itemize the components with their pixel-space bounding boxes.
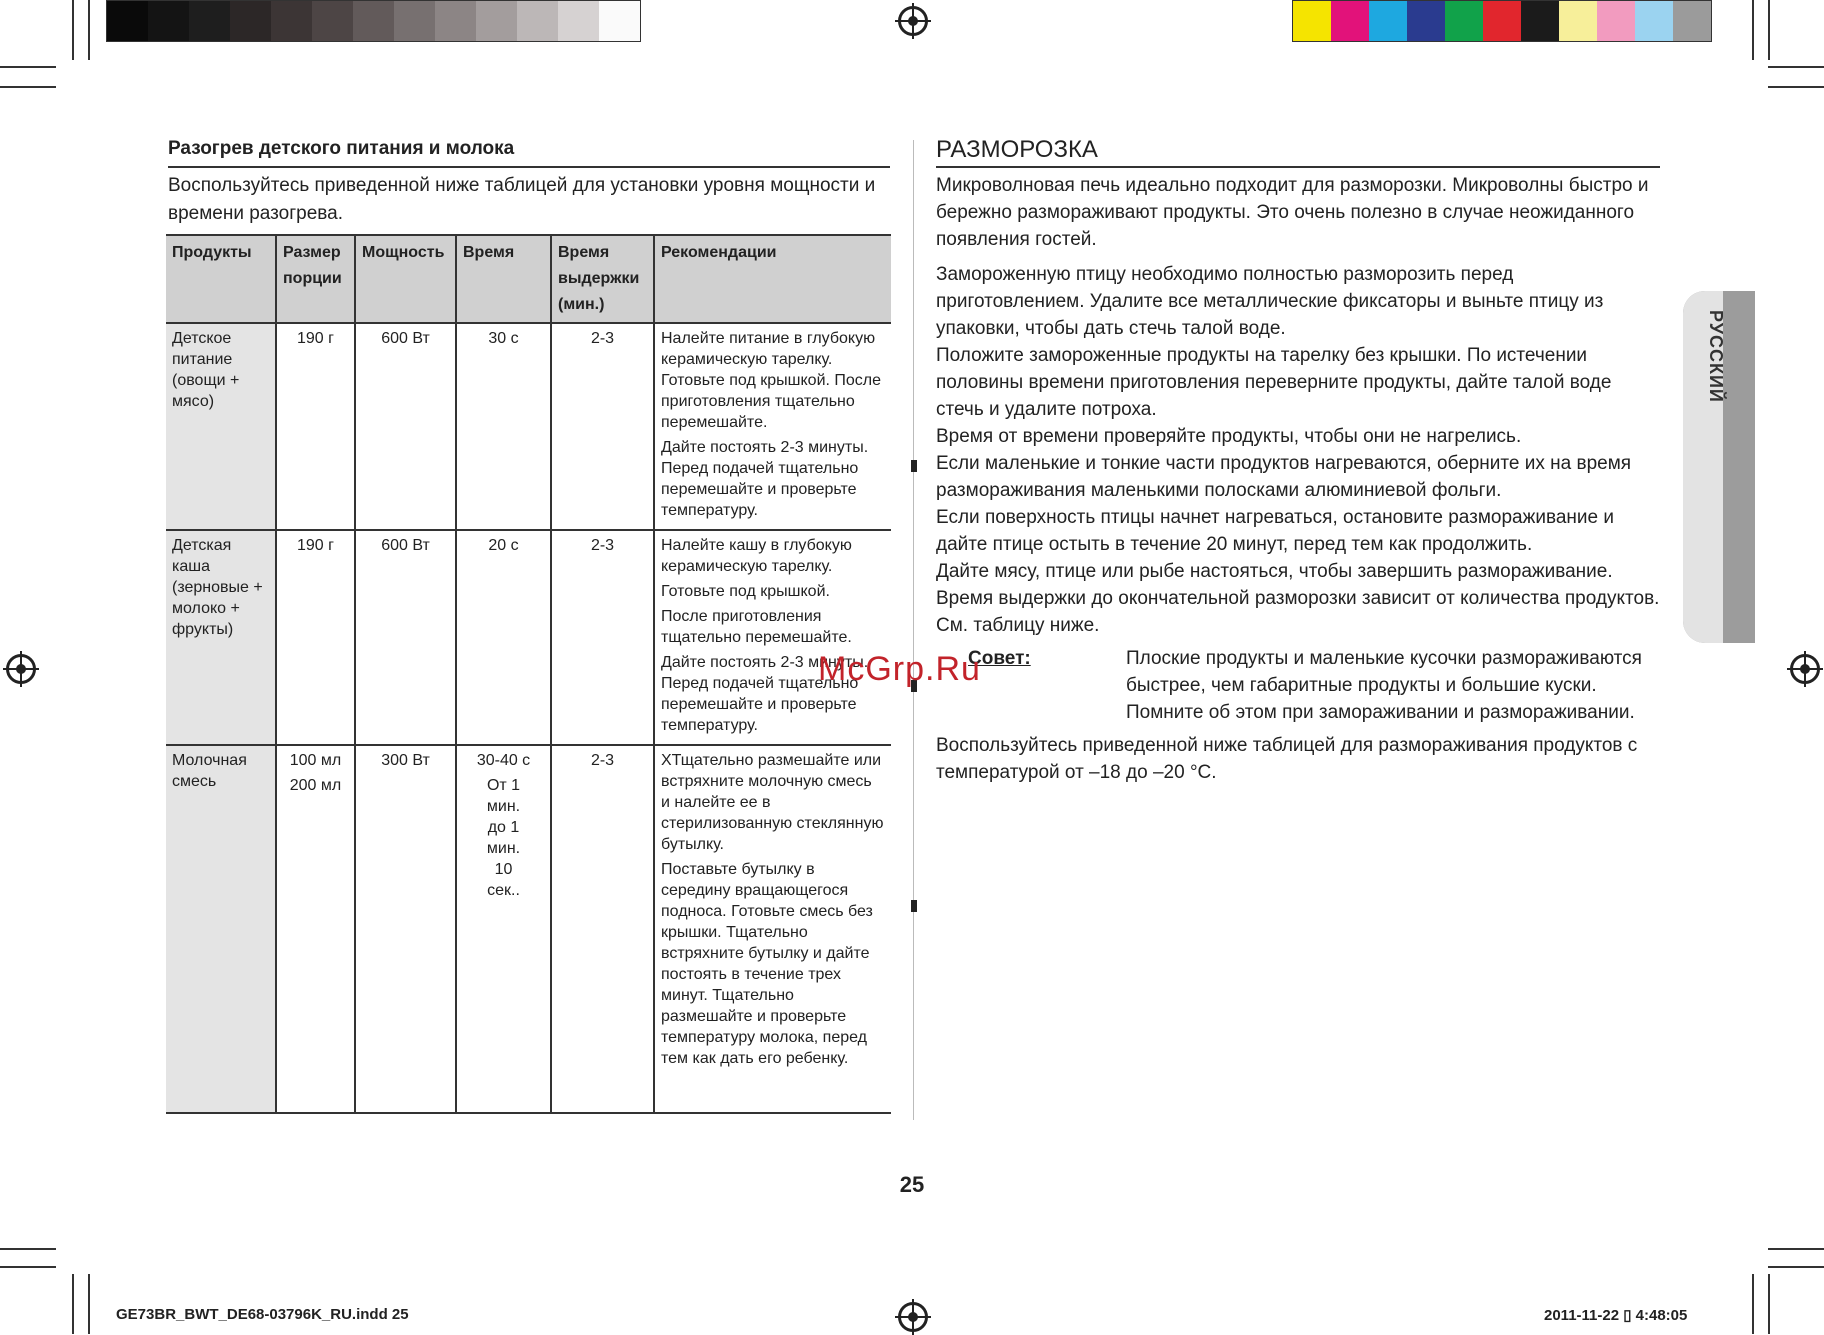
baby-food-table	[166, 234, 891, 1114]
table-header-row	[166, 235, 891, 323]
gray-swatch	[148, 1, 189, 41]
tip-block	[968, 645, 1660, 726]
recommendation-text: Налейте питание в глубокую керамическую тарелку. Готовьте под крышкой. После приготовления тщательно перемешайте.	[661, 330, 882, 431]
gray-swatch	[230, 1, 271, 41]
time-cell	[456, 323, 551, 530]
column-divider	[913, 140, 914, 1120]
defrost-body	[936, 172, 1660, 786]
portion-value: 100 мл	[289, 752, 342, 769]
color-swatch	[1635, 1, 1673, 41]
column-header: Мощность	[355, 235, 456, 323]
recommendation-text: Налейте кашу в глубокую керамическую тарелку.	[661, 537, 852, 575]
defrost-paragraph: Микроволновая печь идеально подходит для разморозки. Микроволны быстро и бережно размораживают продукты. Это очень полезно в случае неожиданного появления гостей.	[936, 175, 1649, 250]
defrost-paragraph: Замороженную птицу необходимо полностью разморозить перед приготовлением. Удалите все металлические фиксаторы и выньте птицу из упаковки, чтобы дать стечь талой воде.	[936, 264, 1604, 339]
crop-mark	[1768, 66, 1824, 68]
watermark: McGrp.Ru	[818, 650, 981, 688]
color-swatch	[1559, 1, 1597, 41]
registration-mark-icon	[898, 6, 928, 36]
gray-swatch	[394, 1, 435, 41]
crop-mark	[1768, 1274, 1770, 1334]
defrost-paragraph: Время от времени проверяйте продукты, чтобы они не нагрелись.	[936, 426, 1522, 447]
power-cell: 600 Вт	[355, 323, 456, 530]
crop-mark	[1752, 1274, 1754, 1334]
gray-swatch	[517, 1, 558, 41]
crop-mark	[1768, 1248, 1824, 1250]
tip-label: Совет:	[968, 648, 1031, 669]
recommendation-cell	[654, 323, 891, 530]
gray-swatch	[189, 1, 230, 41]
color-swatch	[1445, 1, 1483, 41]
crop-mark	[1768, 86, 1824, 88]
defrost-paragraph: Время выдержки до окончательной разморозки зависит от количества продуктов. См. таблицу ниже.	[936, 588, 1660, 636]
color-swatch	[1483, 1, 1521, 41]
color-swatch	[1521, 1, 1559, 41]
crop-mark	[1752, 0, 1754, 60]
gray-swatch	[435, 1, 476, 41]
standing-time-cell: 2-3	[551, 323, 654, 530]
color-swatch	[1407, 1, 1445, 41]
table-row	[166, 745, 891, 1113]
crop-mark	[72, 0, 74, 60]
color-swatch	[1597, 1, 1635, 41]
footer-timestamp: 2011-11-22 ▯ 4:48:05	[1544, 1307, 1688, 1324]
color-calibration-bar	[1292, 0, 1712, 42]
gray-swatch	[107, 1, 148, 41]
recommendation-cell	[654, 745, 891, 1113]
portion-value: 200 мл	[289, 777, 342, 794]
crop-mark	[1768, 1266, 1824, 1268]
recommendation-text: Дайте постоять 2-3 минуты. Перед подачей тщательно перемешайте и проверьте температуру.	[661, 439, 869, 519]
column-header: Время выдержки (мин.)	[551, 235, 654, 323]
color-swatch	[1673, 1, 1711, 41]
crop-mark	[0, 66, 56, 68]
language-tab-label: РУССКИЙ	[1706, 310, 1726, 403]
section-title: Разогрев детского питания и молока	[168, 138, 890, 168]
grayscale-calibration-bar	[106, 0, 641, 42]
portion-cell	[276, 530, 355, 745]
standing-time-cell: 2-3	[551, 530, 654, 745]
gray-swatch	[599, 1, 640, 41]
registration-mark-icon	[898, 1302, 928, 1332]
product-cell: Детское питание (овощи + мясо)	[166, 323, 276, 530]
crop-mark	[72, 1274, 74, 1334]
gray-swatch	[476, 1, 517, 41]
column-header: Продукты	[166, 235, 276, 323]
time-value: 20 с	[488, 537, 519, 554]
table-row	[166, 530, 891, 745]
time-cell	[456, 745, 551, 1113]
portion-value: 190 г	[297, 330, 334, 347]
power-cell: 600 Вт	[355, 530, 456, 745]
section-intro: Воспользуйтесь приведенной ниже таблицей для установки уровня мощности и времени разогрева.	[168, 175, 876, 224]
tip-text: Плоские продукты и маленькие кусочки размораживаются быстрее, чем габаритные продукты и большие куски. Помните об этом при замораживании и размораживании.	[1126, 648, 1642, 723]
fold-mark	[911, 900, 917, 912]
portion-cell	[276, 323, 355, 530]
portion-cell	[276, 745, 355, 1113]
gray-swatch	[558, 1, 599, 41]
color-swatch	[1369, 1, 1407, 41]
gray-swatch	[271, 1, 312, 41]
time-value: 30-40 с	[476, 752, 531, 769]
crop-mark	[0, 1266, 56, 1268]
color-swatch	[1293, 1, 1331, 41]
crop-mark	[88, 0, 90, 60]
recommendation-text: После приготовления тщательно перемешайте.	[661, 608, 852, 646]
color-swatch	[1331, 1, 1369, 41]
gray-swatch	[353, 1, 394, 41]
standing-time-cell: 2-3	[551, 745, 654, 1113]
recommendation-text: Дайте постоять 2-3 минуты. Перед подачей тщательно перемешайте и проверьте температуру.	[661, 654, 869, 734]
fold-mark	[911, 460, 917, 472]
column-header: Время	[456, 235, 551, 323]
column-header: Размер порции	[276, 235, 355, 323]
column-header: Рекомендации	[654, 235, 891, 323]
crop-mark	[0, 1248, 56, 1250]
recommendation-text: Поставьте бутылку в середину вращающегося подноса. Готовьте смесь без крышки. Тщательно встряхните бутылку и дайте постоять в течение трех минут. Тщательно размешайте и проверьте температуру молока, перед тем как дать его ребенку.	[661, 861, 873, 1067]
footer-filename: GE73BR_BWT_DE68-03796K_RU.indd 25	[116, 1306, 409, 1323]
registration-mark-icon	[6, 654, 36, 684]
crop-mark	[0, 86, 56, 88]
recommendation-text: XТщательно размешайте или встряхните молочную смесь и налейте ее в стерилизованную стеклянную бутылку.	[661, 752, 884, 853]
page-number: 25	[899, 1172, 925, 1197]
gray-swatch	[312, 1, 353, 41]
defrost-paragraph: Если маленькие и тонкие части продуктов нагреваются, оберните их на время размораживания маленькими полосками алюминиевой фольги.	[936, 453, 1632, 501]
defrost-paragraph: Если поверхность птицы начнет нагреваться, остановите размораживание и дайте птице остыть в течение 20 минут, перед тем как продолжить.	[936, 507, 1614, 555]
defrost-closing: Воспользуйтесь приведенной ниже таблицей для размораживания продуктов с температурой от –18 до –20 °C.	[936, 735, 1638, 783]
recommendation-text: Готовьте под крышкой.	[661, 583, 830, 600]
power-cell: 300 Вт	[355, 745, 456, 1113]
portion-value: 190 г	[297, 537, 334, 554]
recommendation-cell	[654, 530, 891, 745]
registration-mark-icon	[1790, 654, 1820, 684]
time-cell	[456, 530, 551, 745]
crop-mark	[88, 1274, 90, 1334]
table-row	[166, 323, 891, 530]
product-cell: Молочная смесь	[166, 745, 276, 1113]
defrost-paragraph: Положите замороженные продукты на тарелку без крышки. По истечении половины времени приготовления переверните продукты, дайте талой воде стечь и удалите потроха.	[936, 345, 1612, 420]
time-value: От 1 мин. до 1 мин. 10 сек..	[486, 777, 521, 899]
crop-mark	[1768, 0, 1770, 60]
defrost-title: РАЗМОРОЗКА	[936, 136, 1660, 168]
time-value: 30 с	[488, 330, 519, 347]
product-cell: Детская каша (зерновые + молоко + фрукты)	[166, 530, 276, 745]
defrost-paragraph: Дайте мясу, птице или рыбе настояться, чтобы завершить размораживание.	[936, 561, 1613, 582]
